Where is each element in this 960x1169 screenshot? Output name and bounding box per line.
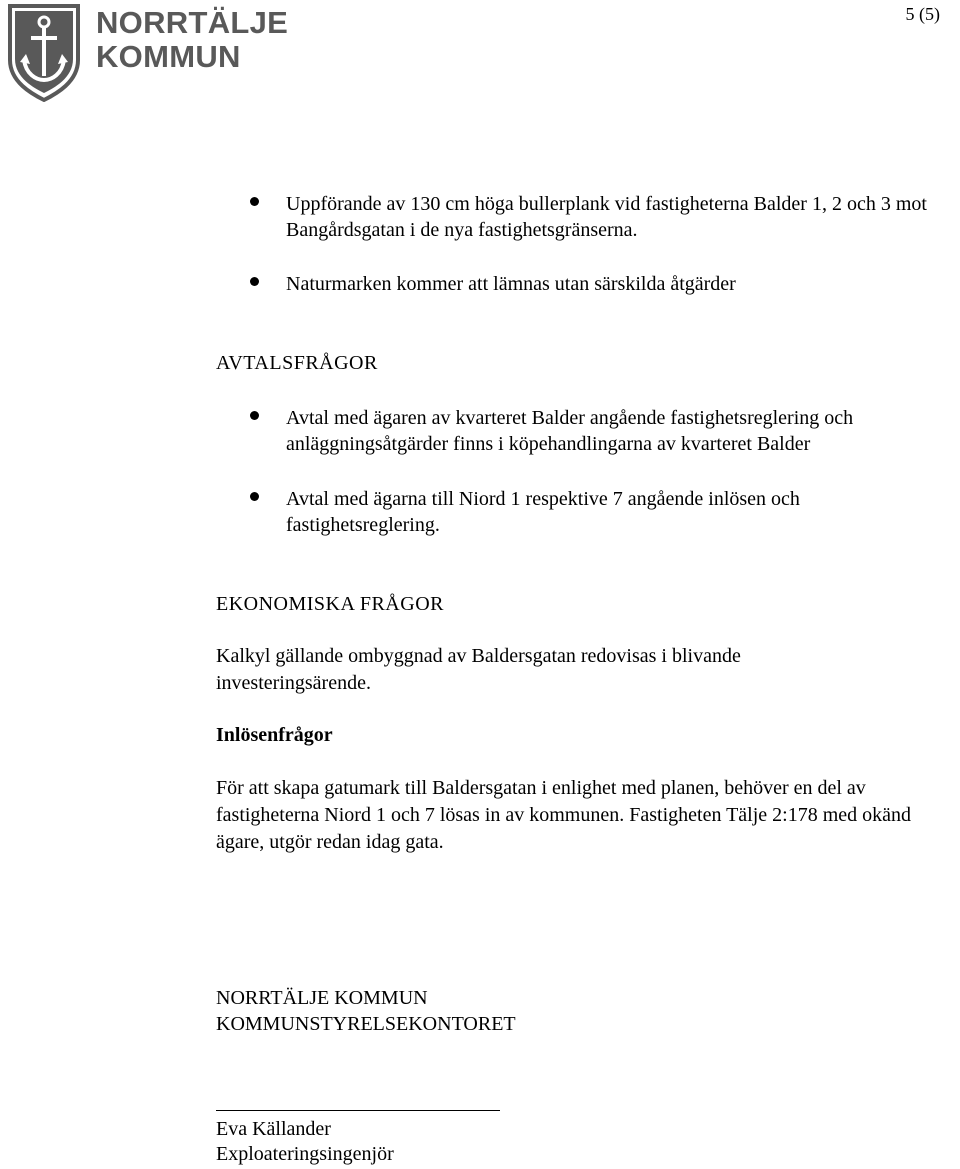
signer-title: Exploateringsingenjör	[216, 1143, 394, 1165]
logo-name-line1: NORRTÄLJE	[96, 5, 289, 40]
org-name: NORRTÄLJE KOMMUN	[216, 987, 428, 1009]
paragraph-inlosen: För att skapa gatumark till Baldersgatan i enlighet med planen, behöver en del av fastigheterna Niord 1 och 7 lösas in av kommunen. Fastigheten Tälje 2:178 med okänd ägare, utgör redan idag gata.	[216, 777, 912, 853]
paragraph-ekonomi: Kalkyl gällande ombyggnad av Baldersgatan redovisas i blivande investeringsärende.	[216, 645, 741, 694]
page-number: 5 (5)	[905, 4, 940, 24]
section-heading-avtal: AVTALSFRÅGOR	[216, 352, 378, 374]
list-item-text: Uppförande av 130 cm höga bullerplank vid fastigheterna Balder 1, 2 och 3 mot Bangårdsgatan i de nya fastighetsgränserna.	[286, 193, 927, 241]
logo-wordmark	[96, 6, 288, 74]
logo-name-line2: KOMMUN	[96, 39, 241, 74]
list-item	[250, 405, 950, 459]
bullet-icon	[250, 277, 259, 286]
section-heading-ekonomi: EKONOMISKA FRÅGOR	[216, 593, 444, 615]
signature-line	[216, 1110, 500, 1111]
bullet-icon	[250, 492, 259, 501]
list-item	[250, 271, 950, 299]
list-item-text: Naturmarken kommer att lämnas utan särskilda åtgärder	[286, 273, 736, 295]
org-department: KOMMUNSTYRELSEKONTORET	[216, 1013, 516, 1035]
signer-name: Eva Källander	[216, 1118, 331, 1140]
list-item-text: Avtal med ägarna till Niord 1 respektive 7 angående inlösen och fastighetsreglering.	[286, 488, 800, 536]
section-heading-inlosen: Inlösenfrågor	[216, 724, 333, 746]
list-item	[250, 191, 950, 245]
bullet-icon	[250, 197, 259, 206]
municipality-crest-icon	[4, 2, 84, 102]
list-item-text: Avtal med ägaren av kvarteret Balder angående fastighetsreglering och anläggningsåtgärder finns i köpehandlingarna av kvarteret Balder	[286, 407, 854, 455]
list-item	[250, 486, 950, 540]
bullet-icon	[250, 411, 259, 420]
